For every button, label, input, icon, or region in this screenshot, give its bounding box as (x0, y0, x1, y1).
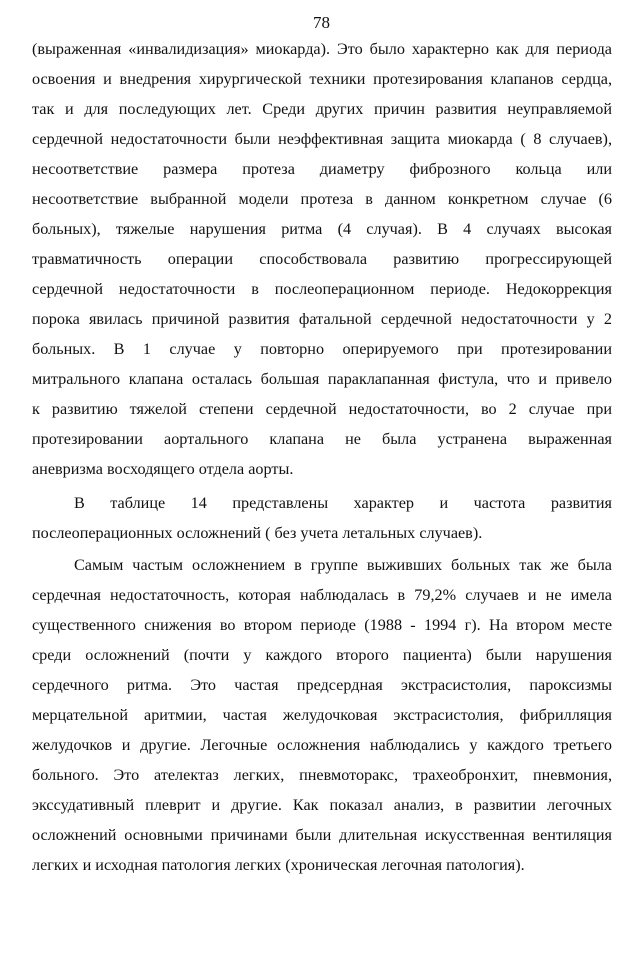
text-line: существенного снижения во втором периоде (1988 - 1994 г). На втором месте (32, 616, 612, 634)
text-line: Самым частым осложнением в группе выживших больных так же была (74, 556, 612, 574)
paragraph-postoperative-complications (32, 550, 612, 880)
text-line: несоответствие выбранной модели протеза в данном конкретном случае (6 (32, 190, 612, 208)
page-number: 78 (313, 13, 330, 32)
text-line: больных. В 1 случае у повторно оперируемого при протезировании (32, 340, 612, 358)
text-line: желудочков и другие. Легочные осложнения наблюдались у каждого третьего (32, 736, 612, 754)
text-line: к развитию тяжелой степени сердечной недостаточности, во 2 случае при (32, 400, 612, 418)
text-line: (выраженная «инвалидизация» миокарда). Это было характерно как для периода (32, 40, 612, 58)
text-line: освоения и внедрения хирургической техники протезирования клапанов сердца, (32, 70, 612, 88)
text-line: травматичность операции способствовала развитию прогрессирующей (32, 250, 612, 268)
paragraph-valve-surgery-heart-failure (32, 34, 612, 484)
text-line: порока явилась причиной развития фатальной сердечной недостаточности у 2 (32, 310, 612, 328)
text-line: экссудативный плеврит и другие. Как показал анализ, в развитии легочных (32, 796, 612, 814)
text-line: сердечная недостаточность, которая наблюдалась в 79,2% случаев и не имела (32, 586, 612, 604)
text-line: больных), тяжелые нарушения ритма (4 случая). В 4 случаях высокая (32, 220, 612, 238)
text-line: В таблице 14 представлены характер и частота развития (74, 494, 612, 512)
text-line: осложнений основными причинами были длительная искусственная вентиляция (32, 826, 612, 844)
text-line: сердечной недостаточности в послеоперационном периоде. Недокоррекция (32, 280, 612, 298)
text-line: больного. Это ателектаз легких, пневмоторакс, трахеобронхит, пневмония, (32, 766, 612, 784)
text-line: легких и исходная патология легких (хроническая легочная патология). (32, 856, 525, 874)
text-line: митрального клапана осталась большая параклапанная фистула, что и привело (32, 370, 612, 388)
text-line: послеоперационных осложнений ( без учета летальных случаев). (32, 524, 483, 542)
paragraph-table-14-intro (32, 488, 612, 548)
text-line: сердечного ритма. Это частая предсердная экстрасистолия, пароксизмы (32, 676, 612, 694)
text-line: мерцательной аритмии, частая желудочковая экстрасистолия, фибрилляция (32, 706, 612, 724)
text-line: аневризма восходящего отдела аорты. (32, 460, 294, 478)
text-line: так и для последующих лет. Среди других причин развития неуправляемой (32, 100, 612, 118)
text-line: среди осложнений (почти у каждого второго пациента) были нарушения (32, 646, 612, 664)
text-line: сердечной недостаточности были неэффективная защита миокарда ( 8 случаев), (32, 130, 612, 148)
text-line: протезировании аортального клапана не была устранена выраженная (32, 430, 612, 448)
text-line: несоответствие размера протеза диаметру фиброзного кольца или (32, 160, 612, 178)
